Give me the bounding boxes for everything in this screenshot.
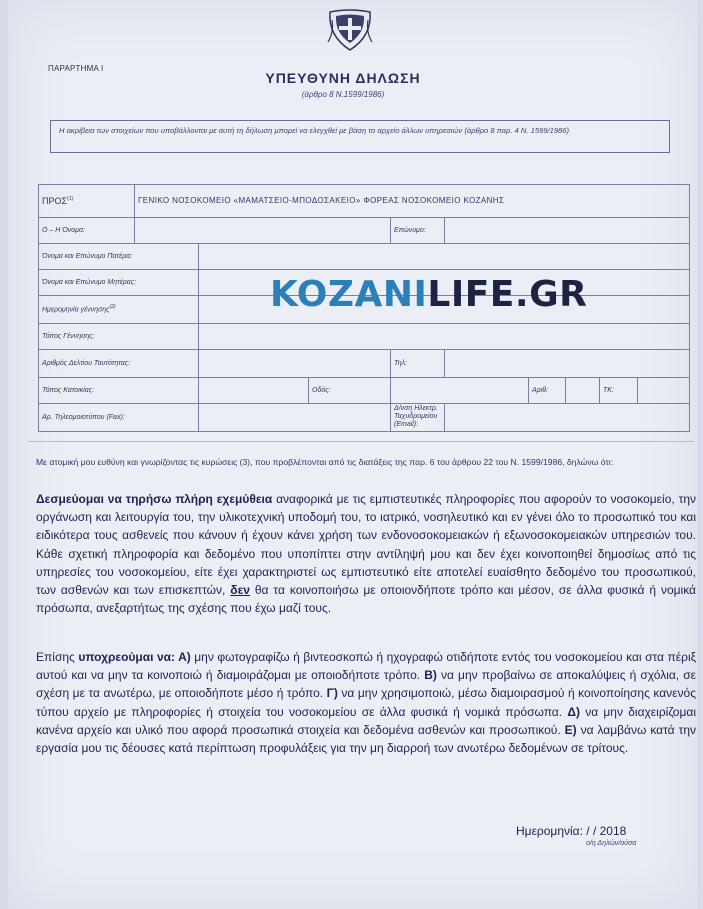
street-label: Οδός: — [309, 377, 391, 403]
email-label: Δ/νση Ηλεκτρ. Ταχυδρομείου (Email): — [391, 403, 445, 431]
postcode-label: ΤΚ: — [600, 377, 638, 403]
recipient-value: ΓΕΝΙΚΟ ΝΟΣΟΚΟΜΕΙΟ «ΜΑΜΑΤΣΕΙΟ-ΜΠΟΔΟΣΑΚΕΙΟ» ΦΟΡΕΑΣ ΝΟΣΟΚΟΜΕΙΟ ΚΟΖΑΝΗΣ — [135, 185, 690, 218]
recipient-label: ΠΡΟΣ$^{(1)}$ — [39, 185, 135, 218]
fax-label: Αρ. Τηλεομοιοτύπου (Fax): — [39, 403, 199, 431]
fax-field[interactable] — [199, 403, 391, 431]
document-page — [8, 0, 698, 909]
residence-field[interactable] — [199, 377, 309, 403]
signature-label: ο/η Δηλών/ούσα — [586, 840, 637, 847]
confidentiality-paragraph: Δεσμεύομαι να τηρήσω πλήρη εχεμύθεια αναφορικά με τις εμπιστευτικές πληροφορίες που αφορούν το νοσοκομείο, την οργάνωση και λειτουργία του, την υλικοτεχνική υποδομή του, το ιατρικό, νοσηλευτικό και εν γένει όλο το προσωπικό του και ειδικότερα τους ασθενείς που κάνουν ή έχουν κάνει χρήση των ενδονοσοκομειακών ή εξωνοσοκομειακών υπηρεσιών του. Κάθε σχετική πληροφορία και δεδομένο που υποπίπτει στην αντίληψή μου και δεν έχει κοινοποιηθεί δημοσίως από τις υπηρεσίες του νοσοκομείου, είτε έχει χαρακτηριστεί ως εμπιστευτικό είτε αποτελεί ευαίσθητο δεδομένο του προσωπικού, των ασθενών και των επισκεπτών, δεν θα τα κοινοποιήσω με οποιονδήποτε τρόπο και μέσον, σε άλλα φυσικά ή νομικά πρόσωπα, ανεξαρτήτως της σχέσης που έχω μαζί τους. — [36, 492, 696, 616]
number-label: Αριθ: — [529, 377, 566, 403]
mother-name-label: Όνομα και Επώνυμο Μητέρας: — [39, 269, 199, 295]
id-number-label: Αριθμός Δελτίου Ταυτότητας: — [39, 349, 199, 377]
declaration-intro: Με ατομική μου ευθύνη και γνωρίζοντας τις κυρώσεις (3), που προβλέπονται από τις διατάξεις της παρ. 6 του άρθρου 22 του Ν. 1599/1986, δηλώνω ότι: — [36, 457, 614, 467]
birthplace-field[interactable] — [199, 323, 690, 349]
father-name-label: Όνομα και Επώνυμο Πατέρα: — [39, 243, 199, 269]
father-name-field[interactable] — [199, 243, 690, 269]
residence-label: Τόπος Κατοικίας: — [39, 377, 199, 403]
phone-field[interactable] — [445, 349, 690, 377]
birthplace-label: Τόπος Γέννησης: — [39, 323, 199, 349]
phone-label: Τηλ: — [391, 349, 445, 377]
first-name-label: Ο – Η Όνομα: — [39, 217, 135, 243]
surname-field[interactable] — [445, 217, 690, 243]
accuracy-note: Η ακρίβεια των στοιχείων που υποβάλλονται με αυτή τη δήλωση μπορεί να ελεγχθεί με βάση το αρχείο άλλων υπηρεσιών (άρθρο 8 παρ. 4 Ν. 1599/1986) — [50, 120, 670, 153]
greek-coat-of-arms-icon — [324, 2, 376, 54]
street-field[interactable] — [391, 377, 529, 403]
surname-label: Επώνυμο: — [391, 217, 445, 243]
number-field[interactable] — [566, 377, 600, 403]
document-title: ΥΠΕΥΘΥΝΗ ΔΗΛΩΣΗ — [265, 70, 421, 86]
document-subtitle: (άρθρο 8 Ν.1599/1986) — [301, 90, 385, 99]
email-field[interactable] — [445, 403, 690, 431]
birthdate-label: Ημερομηνία γέννησης$^{(2)}$ — [39, 295, 199, 323]
first-name-field[interactable] — [135, 217, 391, 243]
obligations-paragraph: Επίσης υποχρεούμαι να: Α) μην φωτογραφίζω ή βιντεοσκοπώ ή ηχογραφώ οτιδήποτε εντός του νοσοκομείου και στα πέριξ αυτού και να μην τα κοινοποιώ ή διαμοιράζομαι με οποιοδήποτε τρόπο. Β) να μην προβαίνω σε αποκαλύψεις ή σχόλια, σε σχέση με τα ανωτέρω, με οποιοδήποτε μέσο ή τρόπο. Γ) να μην χρησιμοποιώ, μέσω διαμοιρασμού ή κοινοποίησης κανενός τύπου αρχείο με πληροφορίες ή στοιχεία του νοσοκομείου σε άλλα φυσικά ή νομικά πρόσωπα. Δ) να μην διαχειρίζομαι κανένα αρχείο και υλικό που αφορά προσωπικά στοιχεία και δεδομένα ασθενών και προσωπικού. Ε) να λαμβάνω κατά την εργασία μου τις δέουσες κατά περίπτωση προφυλάξεις για την μη διαρροή των ανωτέρω δεδομένων σε τρίτους. — [36, 650, 696, 756]
annex-label: ΠΑΡΑΡΤΗΜΑ Ι — [48, 64, 104, 73]
postcode-field[interactable] — [638, 377, 690, 403]
site-watermark: KOZANILIFE.GR — [270, 274, 588, 315]
id-number-field[interactable] — [199, 349, 391, 377]
signature-date: Ημερομηνία: / / 2018 — [516, 824, 627, 838]
section-divider — [28, 441, 694, 442]
